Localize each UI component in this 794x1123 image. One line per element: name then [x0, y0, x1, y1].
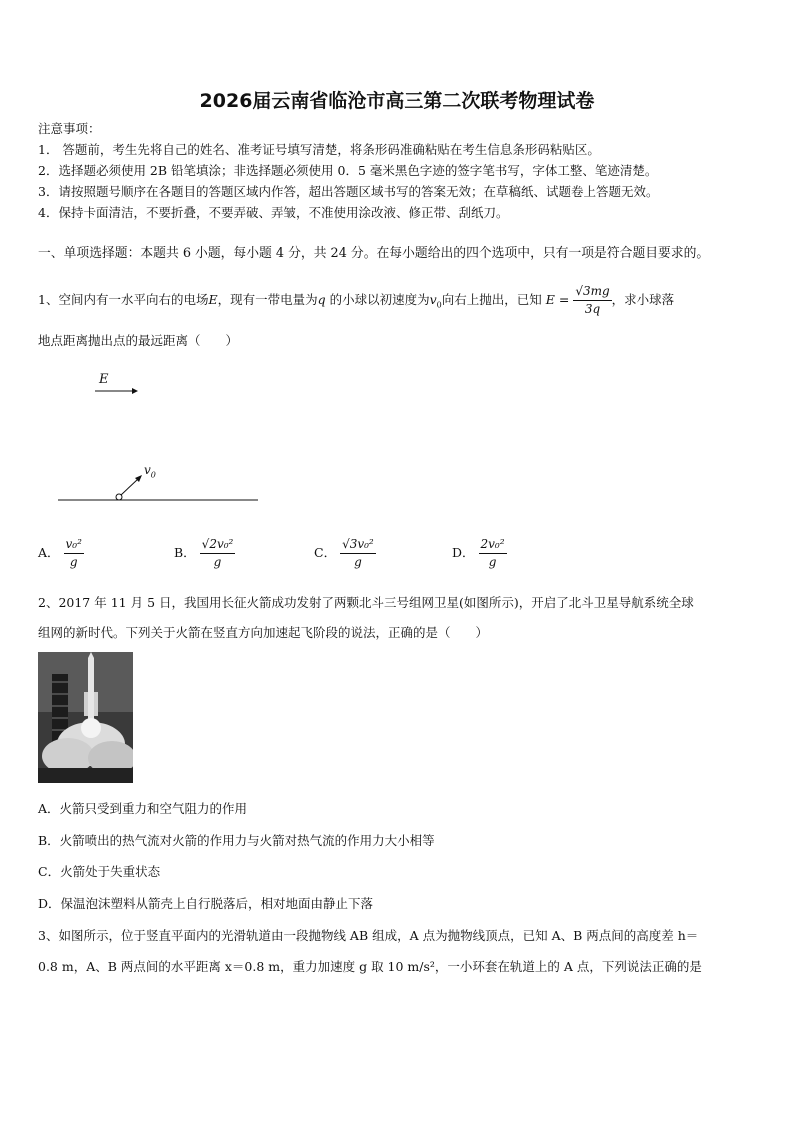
q1-option-c-num: √3v₀²: [340, 538, 376, 554]
q1-v0: v: [429, 292, 437, 307]
rocket-launch-photo: [38, 652, 133, 783]
q2-line2: 组网的新时代。下列关于火箭在竖直方向加速起飞阶段的说法，正确的是（ ）: [38, 625, 489, 640]
q1-option-c[interactable]: [314, 538, 376, 569]
q1-option-c-den: g: [354, 555, 362, 569]
q1-option-b-fraction: [200, 538, 236, 569]
q1-option-b-num: √2v₀²: [200, 538, 236, 554]
fig-v0-label: [144, 463, 156, 479]
notice-item-4: 4．保持卡面清洁，不要折叠，不要弄破、弄皱，不准使用涂改液、修正带、刮纸刀。: [38, 205, 509, 220]
notice-item-2: 2．选择题必须使用 2B 铅笔填涂；非选择题必须使用 0．5 毫米黑色字迹的签字笔书写，字体工整、笔迹清楚。: [38, 163, 658, 178]
q1-option-b-label: B．: [174, 545, 196, 560]
q3-line2: 0.8 m，A、B 两点间的水平距离 x＝0.8 m，重力加速度 g 取 10 m/s²，一小环套在轨道上的 A 点，下列说法正确的是: [38, 959, 702, 974]
q1-option-b[interactable]: [174, 538, 235, 569]
q1-text-c: 的小球以初速度为: [325, 292, 430, 307]
q1-text-e: ，求小球落: [611, 292, 675, 307]
q1-option-d-fraction: [479, 538, 507, 569]
q1-text-a: 1、空间内有一水平向右的电场: [38, 292, 209, 307]
fig-v0-sub: 0: [150, 470, 156, 480]
q1-option-a-num: v₀²: [64, 538, 84, 554]
q1-option-b-den: g: [213, 555, 222, 569]
q2-option-a[interactable]: A．火箭只受到重力和空气阻力的作用: [38, 801, 248, 816]
q1-text-d: 向右上抛出，已知: [441, 292, 542, 307]
notice-item-1: 1． 答题前，考生先将自己的姓名、准考证号填写清楚，将条形码准确粘贴在考生信息条形码粘贴区。: [38, 142, 600, 157]
q2-option-d[interactable]: D．保温泡沫塑料从箭壳上自行脱落后，相对地面由静止下落: [38, 896, 374, 911]
q2-line1: 2、2017 年 11 月 5 日，我国用长征火箭成功发射了两颗北斗三号组网卫星(如图所示)，开启了北斗卫星导航系统全球: [38, 595, 694, 610]
q1-option-c-fraction: [340, 538, 376, 569]
section-heading: 一、单项选择题：本题共 6 小题，每小题 4 分，共 24 分。在每小题给出的四个选项中，只有一项是符合题目要求的。: [38, 246, 710, 261]
fig-v0-letter: v: [144, 463, 151, 477]
q2-option-b[interactable]: B．火箭喷出的热气流对火箭的作用力与火箭对热气流的作用力大小相等: [38, 833, 435, 848]
q1-option-d-label: D．: [452, 545, 475, 560]
field-arrow-head: [132, 388, 138, 394]
q1-formula-lhs: E =: [545, 292, 570, 307]
q1-option-a-fraction: [64, 538, 84, 569]
q1-line2: 地点距离抛出点的最远距离（ ）: [38, 333, 239, 348]
q1-E: E: [208, 292, 218, 307]
fig-E-label: E: [99, 372, 109, 387]
q1-formula-fraction: [573, 285, 611, 316]
q1-figure: [50, 365, 270, 510]
velocity-arrow-line: [121, 479, 138, 495]
q1-option-c-label: C．: [314, 545, 337, 560]
q1-q: q: [317, 292, 326, 307]
q1-option-a-den: g: [69, 555, 78, 569]
q1-v0-sub: 0: [436, 300, 442, 310]
q1-option-a[interactable]: [38, 538, 84, 569]
q3-line1: 3、如图所示，位于竖直平面内的光滑轨道由一段抛物线 AB 组成，A 点为抛物线顶点，已知 A、B 两点间的高度差 h＝: [38, 928, 699, 943]
q1-option-d-num: 2v₀²: [479, 538, 507, 554]
q1-option-d[interactable]: [452, 538, 507, 569]
q2-option-c[interactable]: C．火箭处于失重状态: [38, 864, 161, 879]
q1-option-a-label: A．: [38, 545, 60, 560]
q1-text-b: ，现有一带电量为: [217, 292, 318, 307]
q1-option-d-den: g: [488, 555, 497, 569]
q1-line1: [38, 285, 674, 316]
q1-formula-den: 3q: [584, 302, 601, 316]
notice-item-3: 3．请按照题号顺序在各题目的答题区域内作答，超出答题区域书写的答案无效；在草稿纸、试题卷上答题无效。: [38, 184, 659, 199]
notice-heading: 注意事项：: [38, 121, 101, 136]
rocket-launch-illustration: [38, 652, 133, 783]
q1-formula-num: √3mg: [573, 285, 611, 301]
page-title: 2026届云南省临沧市高三第二次联考物理试卷: [199, 90, 595, 112]
